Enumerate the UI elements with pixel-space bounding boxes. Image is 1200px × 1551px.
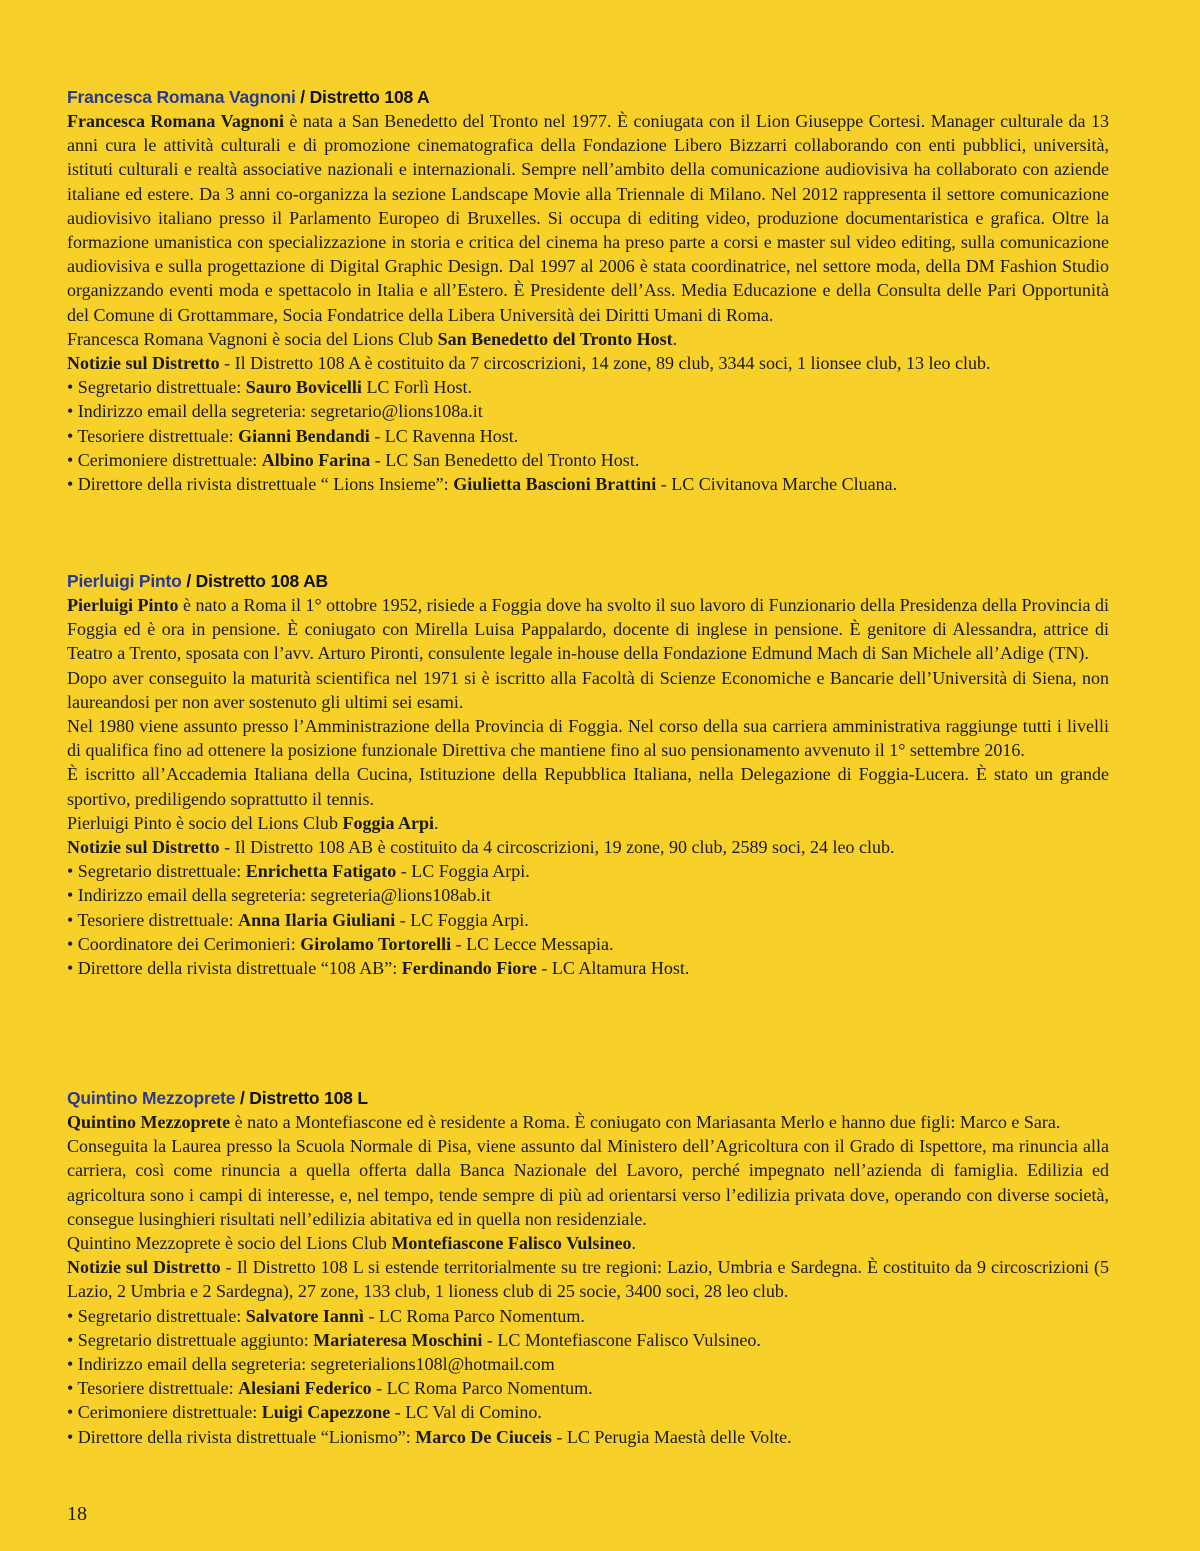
club-suffix: .: [672, 328, 678, 349]
item-label: • Segretario distrettuale:: [67, 861, 246, 882]
item-club: - LC San Benedetto del Tronto Host.: [370, 449, 640, 470]
list-item: [67, 1425, 1109, 1449]
list-item: [67, 1328, 1109, 1352]
item-person: Ferdinando Fiore: [401, 958, 537, 979]
item-person: Albino Farina: [261, 449, 371, 470]
item-label: • Indirizzo email della segreteria: segreteria@lions108ab.it: [67, 885, 491, 906]
list-item: [67, 932, 1109, 956]
item-person: Marco De Ciuceis: [415, 1426, 552, 1447]
notizie-label: Notizie sul Distretto: [67, 1257, 221, 1278]
item-club: - LC Civitanova Marche Cluana.: [656, 474, 898, 495]
club-line: [67, 327, 1109, 351]
section-heading: [67, 570, 1109, 593]
list-item: [67, 1352, 1109, 1376]
item-person: Gianni Bendandi: [238, 425, 370, 446]
list-item: [67, 859, 1109, 883]
bio-paragraph: Dopo aver conseguito la maturità scientifica nel 1971 si è iscritto alla Facoltà di Scienze Economiche e Bancarie dell’Università di Siena, non laureandosi per non aver sostenuto gli ultimi sei esami.: [67, 667, 1109, 712]
district-info: [67, 351, 1109, 375]
notizie-text: - Il Distretto 108 A è costituito da 7 circoscrizioni, 14 zone, 89 club, 3344 soci, 1 lionsee club, 13 leo club.: [219, 353, 991, 374]
item-label: • Cerimoniere distrettuale:: [67, 449, 262, 470]
club-name: Foggia Arpi: [342, 812, 435, 833]
item-club: - LC Foggia Arpi.: [395, 909, 529, 930]
bio-text: è nata a San Benedetto del Tronto nel 1977. È coniugata con il Lion Giuseppe Cortesi. Manager culturale da 13 anni cura le attività culturali e di promozione cinematografica della Fondazione Libero Bizzarri collaborando con enti pubblici, università, istituti culturali e realtà associative nazionali e internazionali. Sempre nell’ambito della comunicazione audiovisiva ha collaborato con aziende italiane ed estere. Da 3 anni co-organizza la sezione Landscape Movie alla Triennale di Milano. Nel 2012 rappresenta il settore comunicazione audiovisivo italiano presso il Parlamento Europeo di Bruxelles. Si occupa di editing video, produzione documentaristica e grafica. Oltre la formazione umanistica con specializzazione in storia e critica del cinema ha preso parte a corsi e master sul video editing, sulla comunicazione audiovisiva e sulla progettazione di Digital Graphic Design. Dal 1997 al 2006 è stata coordinatrice, nel settore moda, della DM Fashion Studio organizzando eventi moda e spettacolo in Italia e all’Estero. È Presidente dell’Ass. Media Educazione e della Consulta delle Pari Opportunità del Comune di Grottammare, Socia Fondatrice della Libera Università dei Diritti Umani di Roma.: [67, 111, 1109, 325]
list-item: [67, 399, 1109, 423]
item-label: • Indirizzo email della segreteria: segretario@lions108a.it: [67, 401, 483, 422]
section-body: [67, 1110, 1109, 1449]
item-label: • Tesoriere distrettuale:: [67, 425, 239, 446]
page-number: 18: [67, 1503, 87, 1525]
item-person: Giulietta Bascioni Brattini: [453, 474, 657, 495]
item-person: Salvatore Iannì: [245, 1305, 364, 1326]
notizie-label: Notizie sul Distretto: [67, 837, 220, 858]
heading-district: / Distretto 108 L: [235, 1088, 368, 1108]
item-club: - LC Roma Parco Nomentum.: [363, 1305, 585, 1326]
bio-paragraph: [67, 1110, 1109, 1134]
bio-paragraph: [67, 593, 1109, 666]
item-person: Anna Ilaria Giuliani: [238, 909, 396, 930]
club-line: [67, 811, 1109, 835]
notizie-text: - Il Distretto 108 L si estende territorialmente su tre regioni: Lazio, Umbria e Sardegna. È costituito da 9 circoscrizioni (5 Lazio, 2 Umbria e 2 Sardegna), 27 zone, 133 club, 1 lioness club di 25 socie, 3400 soci, 28 leo club.: [67, 1257, 1110, 1302]
item-label: • Segretario distrettuale:: [67, 377, 246, 398]
item-label: • Direttore della rivista distrettuale “108 AB”:: [67, 958, 402, 979]
item-person: Alesiani Federico: [238, 1378, 372, 1399]
item-club: - LC Perugia Maestà delle Volte.: [551, 1426, 792, 1447]
item-club: - LC Altamura Host.: [536, 958, 690, 979]
club-line: [67, 1231, 1109, 1255]
district-info: [67, 1255, 1109, 1303]
heading-name: Quintino Mezzoprete: [67, 1088, 236, 1108]
item-label: • Direttore della rivista distrettuale “Lionismo”:: [67, 1426, 416, 1447]
item-person: Mariateresa Moschini: [313, 1329, 483, 1350]
item-club: - LC Ravenna Host.: [369, 425, 519, 446]
club-suffix: .: [631, 1233, 636, 1254]
heading-district: / Distretto 108 A: [295, 87, 430, 107]
heading-district: / Distretto 108 AB: [181, 571, 328, 591]
list-item: [67, 1304, 1109, 1328]
list-item: [67, 956, 1109, 980]
list-item: [67, 375, 1109, 399]
item-label: • Tesoriere distrettuale:: [67, 1378, 239, 1399]
list-item: [67, 1400, 1109, 1424]
list-item: [67, 472, 1109, 496]
bio-name: Pierluigi Pinto: [67, 595, 179, 615]
bio-paragraph: Conseguita la Laurea presso la Scuola Normale di Pisa, viene assunto dal Ministero dell’Agricoltura con il Grado di Ispettore, ma rinuncia alla carriera, così come rinuncia a quella offerta dalla Banca Nazionale del Lavoro, perché impegnato nell’azienda di famiglia. Edilizia ed agricoltura sono i campi di interesse, e, nel tempo, tende sempre di più ad orientarsi verso l’edilizia privata dove, operando con diverse società, consegue lusinghieri risultati nell’edilizia abitativa ed in quella non residenziale.: [67, 1136, 1109, 1229]
item-club: - LC Foggia Arpi.: [396, 861, 530, 882]
club-name: Montefiascone Falisco Vulsineo: [391, 1233, 632, 1254]
item-club: - LC Lecce Messapia.: [451, 933, 614, 954]
bio-paragraph: Nel 1980 viene assunto presso l’Amministrazione della Provincia di Foggia. Nel corso della sua carriera amministrativa raggiunge tutti i livelli di qualifica fino ad ottenere la posizione funzionale Direttiva che mantiene fino al suo pensionamento avvenuto il 1° settembre 2016.: [67, 716, 1109, 761]
list-item: [67, 448, 1109, 472]
list-item: [67, 883, 1109, 907]
item-label: • Direttore della rivista distrettuale “ Lions Insieme”:: [67, 474, 454, 495]
list-item: [67, 424, 1109, 448]
bio-paragraph: È iscritto all’Accademia Italiana della Cucina, Istituzione della Repubblica Italiana, nella Delegazione di Foggia-Lucera. È stato un grande sportivo, prediligendo soprattutto il tennis.: [67, 764, 1109, 809]
bio-text: è nato a Montefiascone ed è residente a Roma. È coniugato con Mariasanta Merlo e hanno due figli: Marco e Sara.: [230, 1112, 1061, 1132]
profile-section-mezzoprete: [67, 1087, 1109, 1449]
profile-section-vagnoni: [67, 86, 1109, 496]
club-prefix: Quintino Mezzoprete è socio del Lions Club: [67, 1233, 392, 1254]
section-heading: [67, 86, 1109, 109]
bio-name: Francesca Romana Vagnoni: [67, 111, 284, 131]
item-label: • Coordinatore dei Cerimonieri:: [67, 933, 301, 954]
bio-paragraph: [67, 109, 1109, 327]
heading-name: Pierluigi Pinto: [67, 571, 182, 591]
item-club: - LC Roma Parco Nomentum.: [371, 1378, 593, 1399]
list-item: [67, 908, 1109, 932]
item-person: Sauro Bovicelli: [245, 377, 362, 398]
club-prefix: Pierluigi Pinto è socio del Lions Club: [67, 812, 343, 833]
bio-name: Quintino Mezzoprete: [67, 1112, 231, 1132]
item-label: • Cerimoniere distrettuale:: [67, 1402, 262, 1423]
item-person: Enrichetta Fatigato: [245, 861, 397, 882]
club-name: San Benedetto del Tronto Host: [437, 328, 673, 349]
item-club: - LC Val di Comino.: [390, 1402, 542, 1423]
club-prefix: Francesca Romana Vagnoni è socia del Lions Club: [67, 328, 438, 349]
district-info: [67, 835, 1109, 859]
item-label: • Segretario distrettuale:: [67, 1305, 246, 1326]
item-person: Luigi Capezzone: [261, 1402, 391, 1423]
section-body: [67, 109, 1109, 496]
notizie-text: - Il Distretto 108 AB è costituito da 4 circoscrizioni, 19 zone, 90 club, 2589 soci, 24 leo club.: [219, 837, 895, 858]
item-label: • Indirizzo email della segreteria: segreterialions108l@hotmail.com: [67, 1354, 555, 1375]
notizie-label: Notizie sul Distretto: [67, 353, 220, 374]
list-item: [67, 1376, 1109, 1400]
item-club: - LC Montefiascone Falisco Vulsineo.: [482, 1329, 761, 1350]
bio-text: è nato a Roma il 1° ottobre 1952, risiede a Foggia dove ha svolto il suo lavoro di Funzionario della Presidenza della Provincia di Foggia ed è ora in pensione. È coniugato con Mirella Luisa Pappalardo, docente di inglese in pensione. È genitore di Alessandra, attrice di Teatro a Trento, sposata con l’avv. Arturo Pironti, consulente legale in-house della Fondazione Edmund Mach di San Michele all’Adige (TN).: [67, 595, 1109, 664]
section-heading: [67, 1087, 1109, 1110]
section-body: [67, 593, 1109, 980]
item-person: Girolamo Tortorelli: [300, 933, 452, 954]
item-club: LC Forlì Host.: [361, 377, 472, 398]
profile-section-pinto: [67, 570, 1109, 980]
heading-name: Francesca Romana Vagnoni: [67, 87, 296, 107]
item-label: • Tesoriere distrettuale:: [67, 909, 239, 930]
club-suffix: .: [434, 812, 439, 833]
item-label: • Segretario distrettuale aggiunto:: [67, 1329, 314, 1350]
